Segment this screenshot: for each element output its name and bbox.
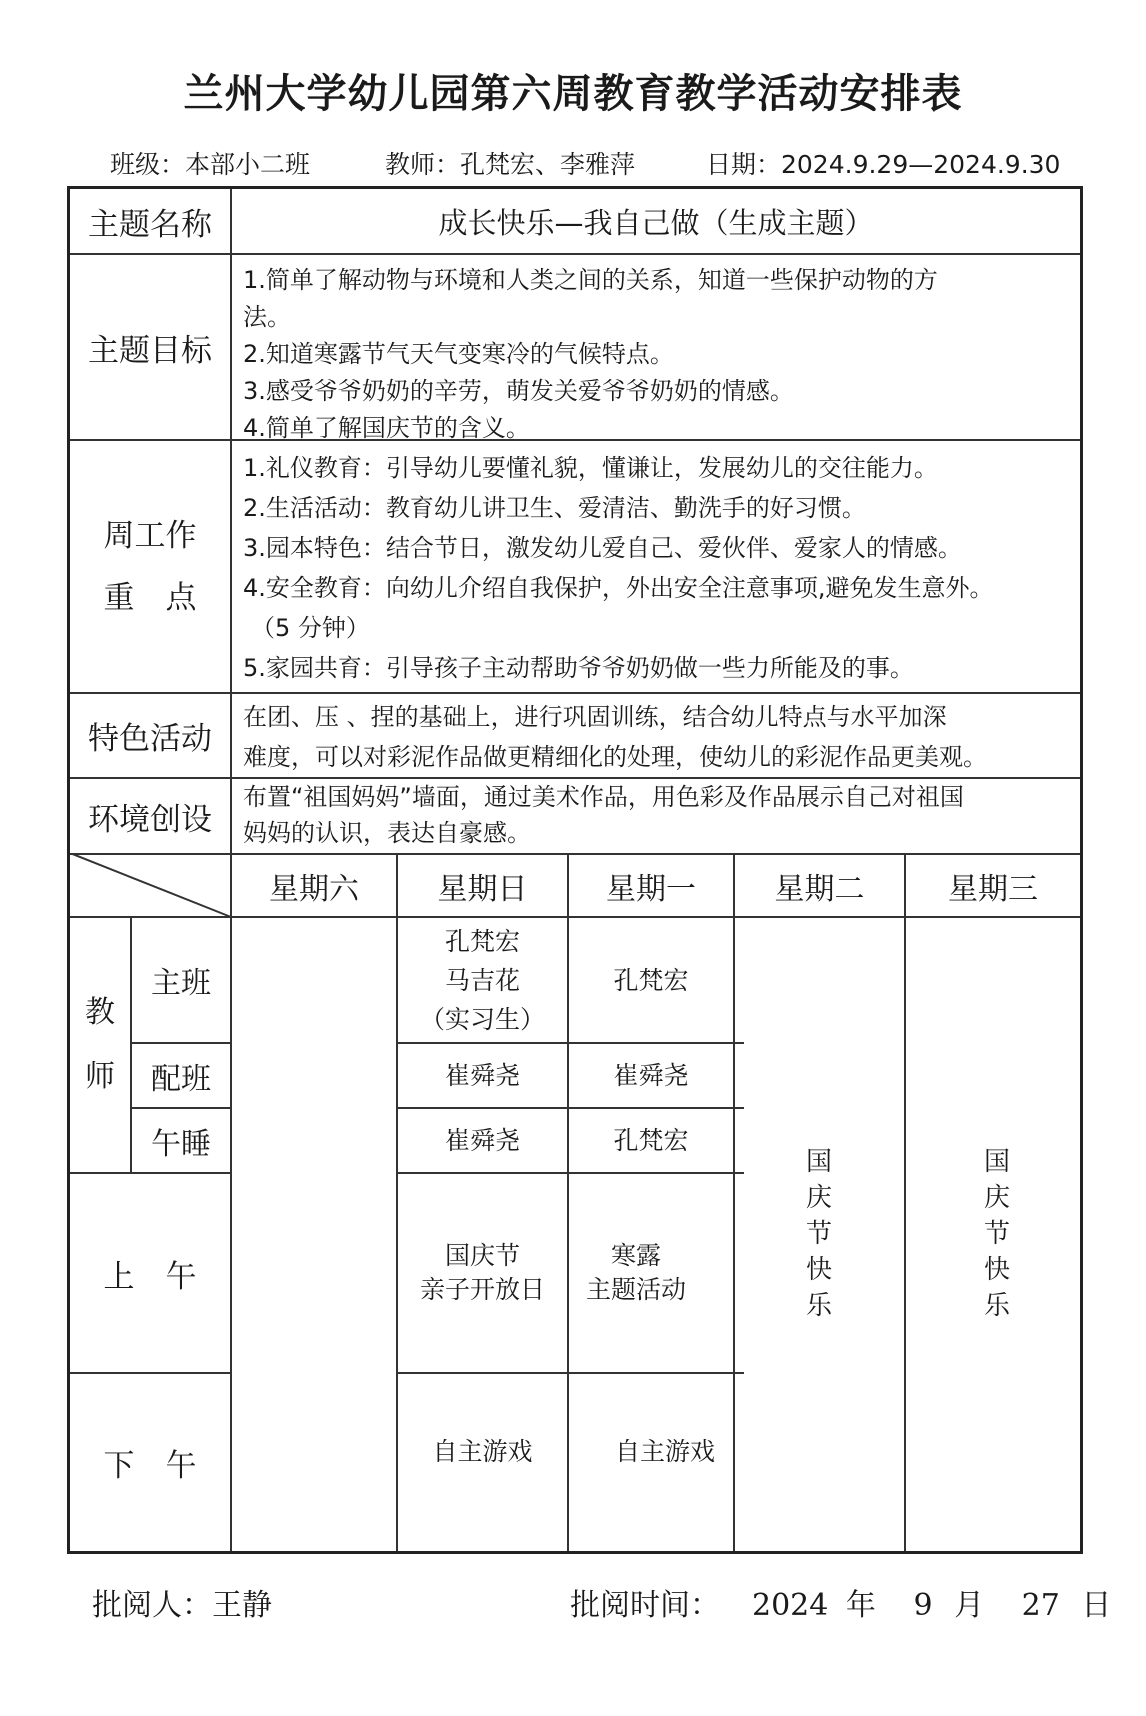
- holiday-char: 国: [983, 1147, 1010, 1177]
- activity-line: 主题活动: [585, 1275, 686, 1304]
- special-line: 在团、压 、捏的基础上，进行巩固训练，结合幼儿特点与水平加深: [243, 703, 947, 731]
- monday-main-cell: 孔梵宏: [613, 965, 689, 995]
- day-header-monday: 星期一: [606, 871, 696, 907]
- environment-line: 布置“祖国妈妈”墙面，通过美术作品，用色彩及作品展示自己对祖国: [243, 783, 964, 811]
- monday-morning-cell: [554, 1174, 718, 1372]
- sunday-nap-cell: 崔舜尧: [444, 1126, 520, 1155]
- focus-line: 4.安全教育：向幼儿介绍自我保护，外出安全注意事项,避免发生意外。: [243, 574, 994, 602]
- teacher-info: 教师：孔梵宏、李雅萍: [385, 150, 636, 179]
- teacher-name: 孔梵宏: [444, 926, 520, 956]
- holiday-char: 庆: [805, 1183, 832, 1213]
- holiday-char: 乐: [805, 1291, 832, 1321]
- row-label-nap: 午睡: [151, 1126, 211, 1162]
- goal-line: 3.感受爷爷奶奶的辛劳，萌发关爱爷爷奶奶的情感。: [243, 377, 794, 405]
- environment-text: [243, 779, 1073, 851]
- environment-label: 环境创设: [88, 801, 212, 838]
- class-info: 班级：本部小二班: [110, 150, 311, 179]
- day-header-sunday: 星期日: [437, 871, 528, 907]
- holiday-char: 快: [983, 1255, 1010, 1285]
- page-title: 兰州大学幼儿园第六周教育教学活动安排表: [183, 71, 963, 117]
- focus-line: 1.礼仪教育：引导幼儿要懂礼貌，懂谦让，发展幼儿的交往能力。: [243, 454, 938, 482]
- holiday-char: 节: [805, 1219, 832, 1249]
- monday-afternoon-cell: 自主游戏: [614, 1437, 715, 1466]
- special-label: 特色活动: [88, 721, 212, 757]
- review-year-unit: 年: [845, 1588, 876, 1623]
- review-day: 27: [1021, 1588, 1060, 1623]
- focus-line: 2.生活活动：教育幼儿讲卫生、爱清洁、勤洗手的好习惯。: [243, 494, 866, 522]
- holiday-char: 国: [805, 1147, 832, 1177]
- activity-line: 国庆节: [444, 1241, 520, 1270]
- holiday-char: 快: [805, 1255, 832, 1285]
- sunday-assist-cell: 崔舜尧: [444, 1061, 520, 1090]
- review-time-label: 批阅时间：: [570, 1588, 720, 1623]
- teacher-group-char: 师: [85, 1059, 115, 1094]
- theme-value: 成长快乐—我自己做（生成主题）: [438, 205, 874, 240]
- focus-line: 5.家园共育：引导孩子主动帮助爷爷奶奶做一些力所能及的事。: [243, 654, 914, 682]
- row-label-afternoon: 下 午: [103, 1448, 197, 1484]
- focus-label-line: 周工作: [103, 517, 197, 554]
- monday-assist-cell: 崔舜尧: [613, 1061, 689, 1090]
- goal-line: 4.简单了解国庆节的含义。: [243, 414, 530, 442]
- teacher-group-label: [70, 918, 130, 1172]
- row-label-morning: 上 午: [103, 1258, 197, 1295]
- review-date: [752, 1580, 1111, 1624]
- activity-line: 亲子开放日: [419, 1275, 545, 1304]
- sunday-afternoon-cell: 自主游戏: [432, 1437, 533, 1466]
- col-divider: [904, 853, 906, 1551]
- reviewer: 批阅人：王静: [92, 1588, 272, 1623]
- review-month: 9: [913, 1588, 933, 1623]
- review-year: 2024: [752, 1588, 829, 1623]
- activity-line: 寒露: [610, 1241, 661, 1270]
- monday-nap-cell: 孔梵宏: [613, 1126, 689, 1155]
- goal-line: 2.知道寒露节气天气变寒冷的气候特点。: [243, 340, 674, 368]
- day-header-tuesday: 星期二: [774, 871, 865, 907]
- holiday-char: 节: [983, 1219, 1010, 1249]
- focus-label-line: 重 点: [103, 579, 197, 616]
- theme-label: 主题名称: [88, 206, 212, 243]
- teacher-name: 马吉花: [444, 965, 520, 995]
- teacher-note: （实习生）: [419, 1004, 545, 1034]
- environment-line: 妈妈的认识，表达自豪感。: [243, 819, 531, 847]
- goals-text: [243, 262, 1073, 447]
- review-month-unit: 月: [954, 1588, 985, 1623]
- schedule-table: [67, 186, 1083, 1554]
- holiday-char: 庆: [983, 1183, 1010, 1213]
- special-text: [243, 697, 1073, 777]
- goals-label: 主题目标: [88, 332, 212, 369]
- sunday-main-cell: [398, 918, 567, 1042]
- focus-text: [243, 448, 1073, 688]
- date-info: 日期：2024.9.29—2024.9.30: [706, 150, 1061, 179]
- day-header-wednesday: 星期三: [948, 871, 1038, 907]
- holiday-char: 乐: [983, 1291, 1010, 1321]
- row-label-assist: 配班: [151, 1061, 211, 1097]
- focus-label: [70, 441, 230, 692]
- special-line: 难度，可以对彩泥作品做更精细化的处理，使幼儿的彩泥作品更美观。: [243, 743, 987, 771]
- review-day-unit: 日: [1081, 1588, 1112, 1623]
- corner-diagonal: [70, 853, 232, 918]
- teacher-group-char: 教: [85, 995, 115, 1030]
- row-label-main: 主班: [151, 966, 211, 1001]
- focus-line: （5 分钟）: [251, 614, 370, 642]
- goal-line: 1.简单了解动物与环境和人类之间的关系，知道一些保护动物的方: [243, 266, 938, 294]
- goal-line: 法。: [243, 303, 291, 331]
- sunday-morning-cell: [398, 1174, 567, 1372]
- tuesday-holiday-text: [799, 1144, 839, 1324]
- wednesday-holiday-text: [977, 1144, 1017, 1324]
- day-header-saturday: 星期六: [269, 871, 359, 907]
- focus-line: 3.园本特色：结合节日，激发幼儿爱自己、爱伙伴、爱家人的情感。: [243, 534, 962, 562]
